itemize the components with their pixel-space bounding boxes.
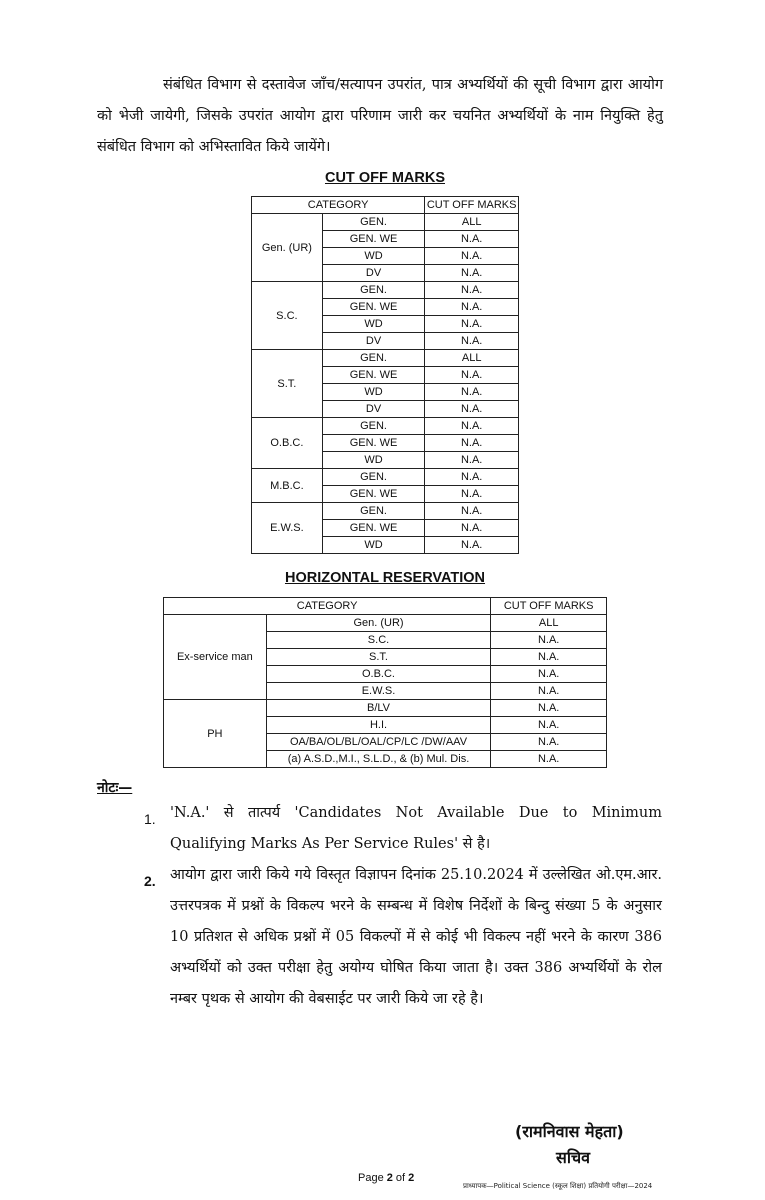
- subcategory-cell: GEN. WE: [322, 299, 425, 316]
- cutoff-value-cell: N.A.: [491, 717, 607, 734]
- subcategory-cell: WD: [322, 537, 425, 554]
- cutoff-value-cell: N.A.: [425, 486, 519, 503]
- horizontal-reservation-title: HORIZONTAL RESERVATION: [284, 570, 486, 586]
- category-group-cell: M.B.C.: [252, 469, 323, 503]
- cutoff-value-cell: N.A.: [425, 367, 519, 384]
- note-number: 2.: [144, 873, 156, 889]
- subcategory-cell: WD: [322, 248, 425, 265]
- cutoff-value-cell: N.A.: [425, 452, 519, 469]
- cutoff-value-cell: N.A.: [491, 700, 607, 717]
- subcategory-cell: Gen. (UR): [266, 615, 491, 632]
- cutoff-value-cell: N.A.: [491, 751, 607, 768]
- signatory-title: सचिव: [556, 1148, 591, 1167]
- header-category: CATEGORY: [252, 197, 425, 214]
- category-group-cell: Ex-service man: [164, 615, 267, 700]
- cutoff-value-cell: N.A.: [425, 537, 519, 554]
- subcategory-cell: DV: [322, 333, 425, 350]
- subcategory-cell: GEN.: [322, 350, 425, 367]
- table-row: [252, 350, 519, 367]
- cutoff-value-cell: N.A.: [491, 734, 607, 751]
- subcategory-cell: GEN.: [322, 503, 425, 520]
- header-cutoff-marks: CUT OFF MARKS: [425, 197, 519, 214]
- subcategory-cell: GEN. WE: [322, 520, 425, 537]
- category-group-cell: O.B.C.: [252, 418, 323, 469]
- cutoff-value-cell: ALL: [491, 615, 607, 632]
- subcategory-cell: GEN.: [322, 282, 425, 299]
- table-row: [252, 503, 519, 520]
- subcategory-cell: E.W.S.: [266, 683, 491, 700]
- table-header-row: [252, 197, 519, 214]
- subcategory-cell: WD: [322, 452, 425, 469]
- cutoff-value-cell: N.A.: [425, 265, 519, 282]
- subcategory-cell: GEN. WE: [322, 231, 425, 248]
- table-row: [164, 700, 607, 717]
- table-row: [252, 282, 519, 299]
- category-group-cell: S.T.: [252, 350, 323, 418]
- page-number: Page 2 of 2: [358, 1172, 415, 1184]
- cutoff-value-cell: N.A.: [491, 632, 607, 649]
- header-category: CATEGORY: [164, 598, 491, 615]
- signatory-name: (रामनिवास मेहता): [515, 1122, 624, 1141]
- subcategory-cell: B/LV: [266, 700, 491, 717]
- cutoff-title: CUT OFF MARKS: [324, 170, 445, 186]
- cutoff-value-cell: N.A.: [425, 231, 519, 248]
- table-row: [252, 418, 519, 435]
- subcategory-cell: GEN.: [322, 418, 425, 435]
- cutoff-value-cell: N.A.: [491, 683, 607, 700]
- cutoff-value-cell: ALL: [425, 350, 519, 367]
- subcategory-cell: GEN. WE: [322, 435, 425, 452]
- subcategory-cell: (a) A.S.D.,M.I., S.L.D., & (b) Mul. Dis.: [266, 751, 491, 768]
- cutoff-value-cell: N.A.: [425, 520, 519, 537]
- subcategory-cell: GEN.: [322, 214, 425, 231]
- note-number: 1.: [144, 811, 156, 827]
- cutoff-value-cell: N.A.: [425, 503, 519, 520]
- cutoff-value-cell: N.A.: [425, 333, 519, 350]
- notes-heading: नोटः—: [97, 780, 133, 796]
- horizontal-reservation-table: [163, 597, 607, 768]
- category-group-cell: S.C.: [252, 282, 323, 350]
- intro-paragraph: संबंधित विभाग से दस्तावेज जाँच/सत्यापन उपरांत, पात्र अभ्यर्थियों की सूची विभाग द्वारा आयोग को भेजी जायेगी, जिसके उपरांत आयोग द्वारा परिणाम जारी कर चयनित अभ्यर्थियों के नाम नियुक्ति हेतु संबंधित विभाग को अभिस्तावित किये जायेंगे।: [97, 77, 663, 155]
- note-item-2: [130, 860, 662, 1015]
- subcategory-cell: S.T.: [266, 649, 491, 666]
- cutoff-value-cell: N.A.: [425, 401, 519, 418]
- subcategory-cell: DV: [322, 265, 425, 282]
- cutoff-marks-table: [251, 196, 519, 554]
- subcategory-cell: WD: [322, 384, 425, 401]
- cutoff-value-cell: ALL: [425, 214, 519, 231]
- subcategory-cell: OA/BA/OL/BL/OAL/CP/LC /DW/AAV: [266, 734, 491, 751]
- table-row: [252, 469, 519, 486]
- note-text: 'N.A.' से तात्पर्य 'Candidates Not Available Due to Minimum Qualifying Marks As Per Service Rules' से है।: [170, 805, 662, 852]
- subcategory-cell: DV: [322, 401, 425, 418]
- footer-exam-name: प्राध्यापक—Political Science (स्कूल शिक्षा) प्रतियोगी परीक्षा—2024: [463, 1182, 653, 1190]
- cutoff-value-cell: N.A.: [425, 384, 519, 401]
- category-group-cell: PH: [164, 700, 267, 768]
- cutoff-value-cell: N.A.: [425, 418, 519, 435]
- table-row: [164, 615, 607, 632]
- category-group-cell: E.W.S.: [252, 503, 323, 554]
- note-item-1: [130, 798, 662, 860]
- cutoff-value-cell: N.A.: [491, 649, 607, 666]
- subcategory-cell: GEN. WE: [322, 486, 425, 503]
- subcategory-cell: GEN.: [322, 469, 425, 486]
- cutoff-value-cell: N.A.: [425, 316, 519, 333]
- note-text: आयोग द्वारा जारी किये गये विस्तृत विज्ञापन दिनांक 25.10.2024 में उल्लेखित ओ.एम.आर. उत्तरपत्रक में प्रश्नों के विकल्प भरने के सम्बन्ध में विशेष निर्देशों के बिन्दु संख्या 5 के अनुसार 10 प्रतिशत से अधिक प्रश्नों में 05 विकल्पों में से कोई भी विकल्प नहीं भरने के कारण 386 अभ्यर्थियों को उक्त परीक्षा हेतु अयोग्य घोषित किया जाता है। उक्त 386 अभ्यर्थियों के रोल नम्बर पृथक से आयोग की वेबसाईट पर जारी किये जा रहे है।: [170, 867, 662, 1007]
- subcategory-cell: GEN. WE: [322, 367, 425, 384]
- table-row: [252, 214, 519, 231]
- cutoff-value-cell: N.A.: [491, 666, 607, 683]
- subcategory-cell: H.I.: [266, 717, 491, 734]
- subcategory-cell: S.C.: [266, 632, 491, 649]
- header-cutoff-marks: CUT OFF MARKS: [491, 598, 607, 615]
- table-header-row: [164, 598, 607, 615]
- cutoff-value-cell: N.A.: [425, 248, 519, 265]
- cutoff-value-cell: N.A.: [425, 299, 519, 316]
- cutoff-value-cell: N.A.: [425, 469, 519, 486]
- cutoff-value-cell: N.A.: [425, 435, 519, 452]
- subcategory-cell: WD: [322, 316, 425, 333]
- category-group-cell: Gen. (UR): [252, 214, 323, 282]
- subcategory-cell: O.B.C.: [266, 666, 491, 683]
- cutoff-value-cell: N.A.: [425, 282, 519, 299]
